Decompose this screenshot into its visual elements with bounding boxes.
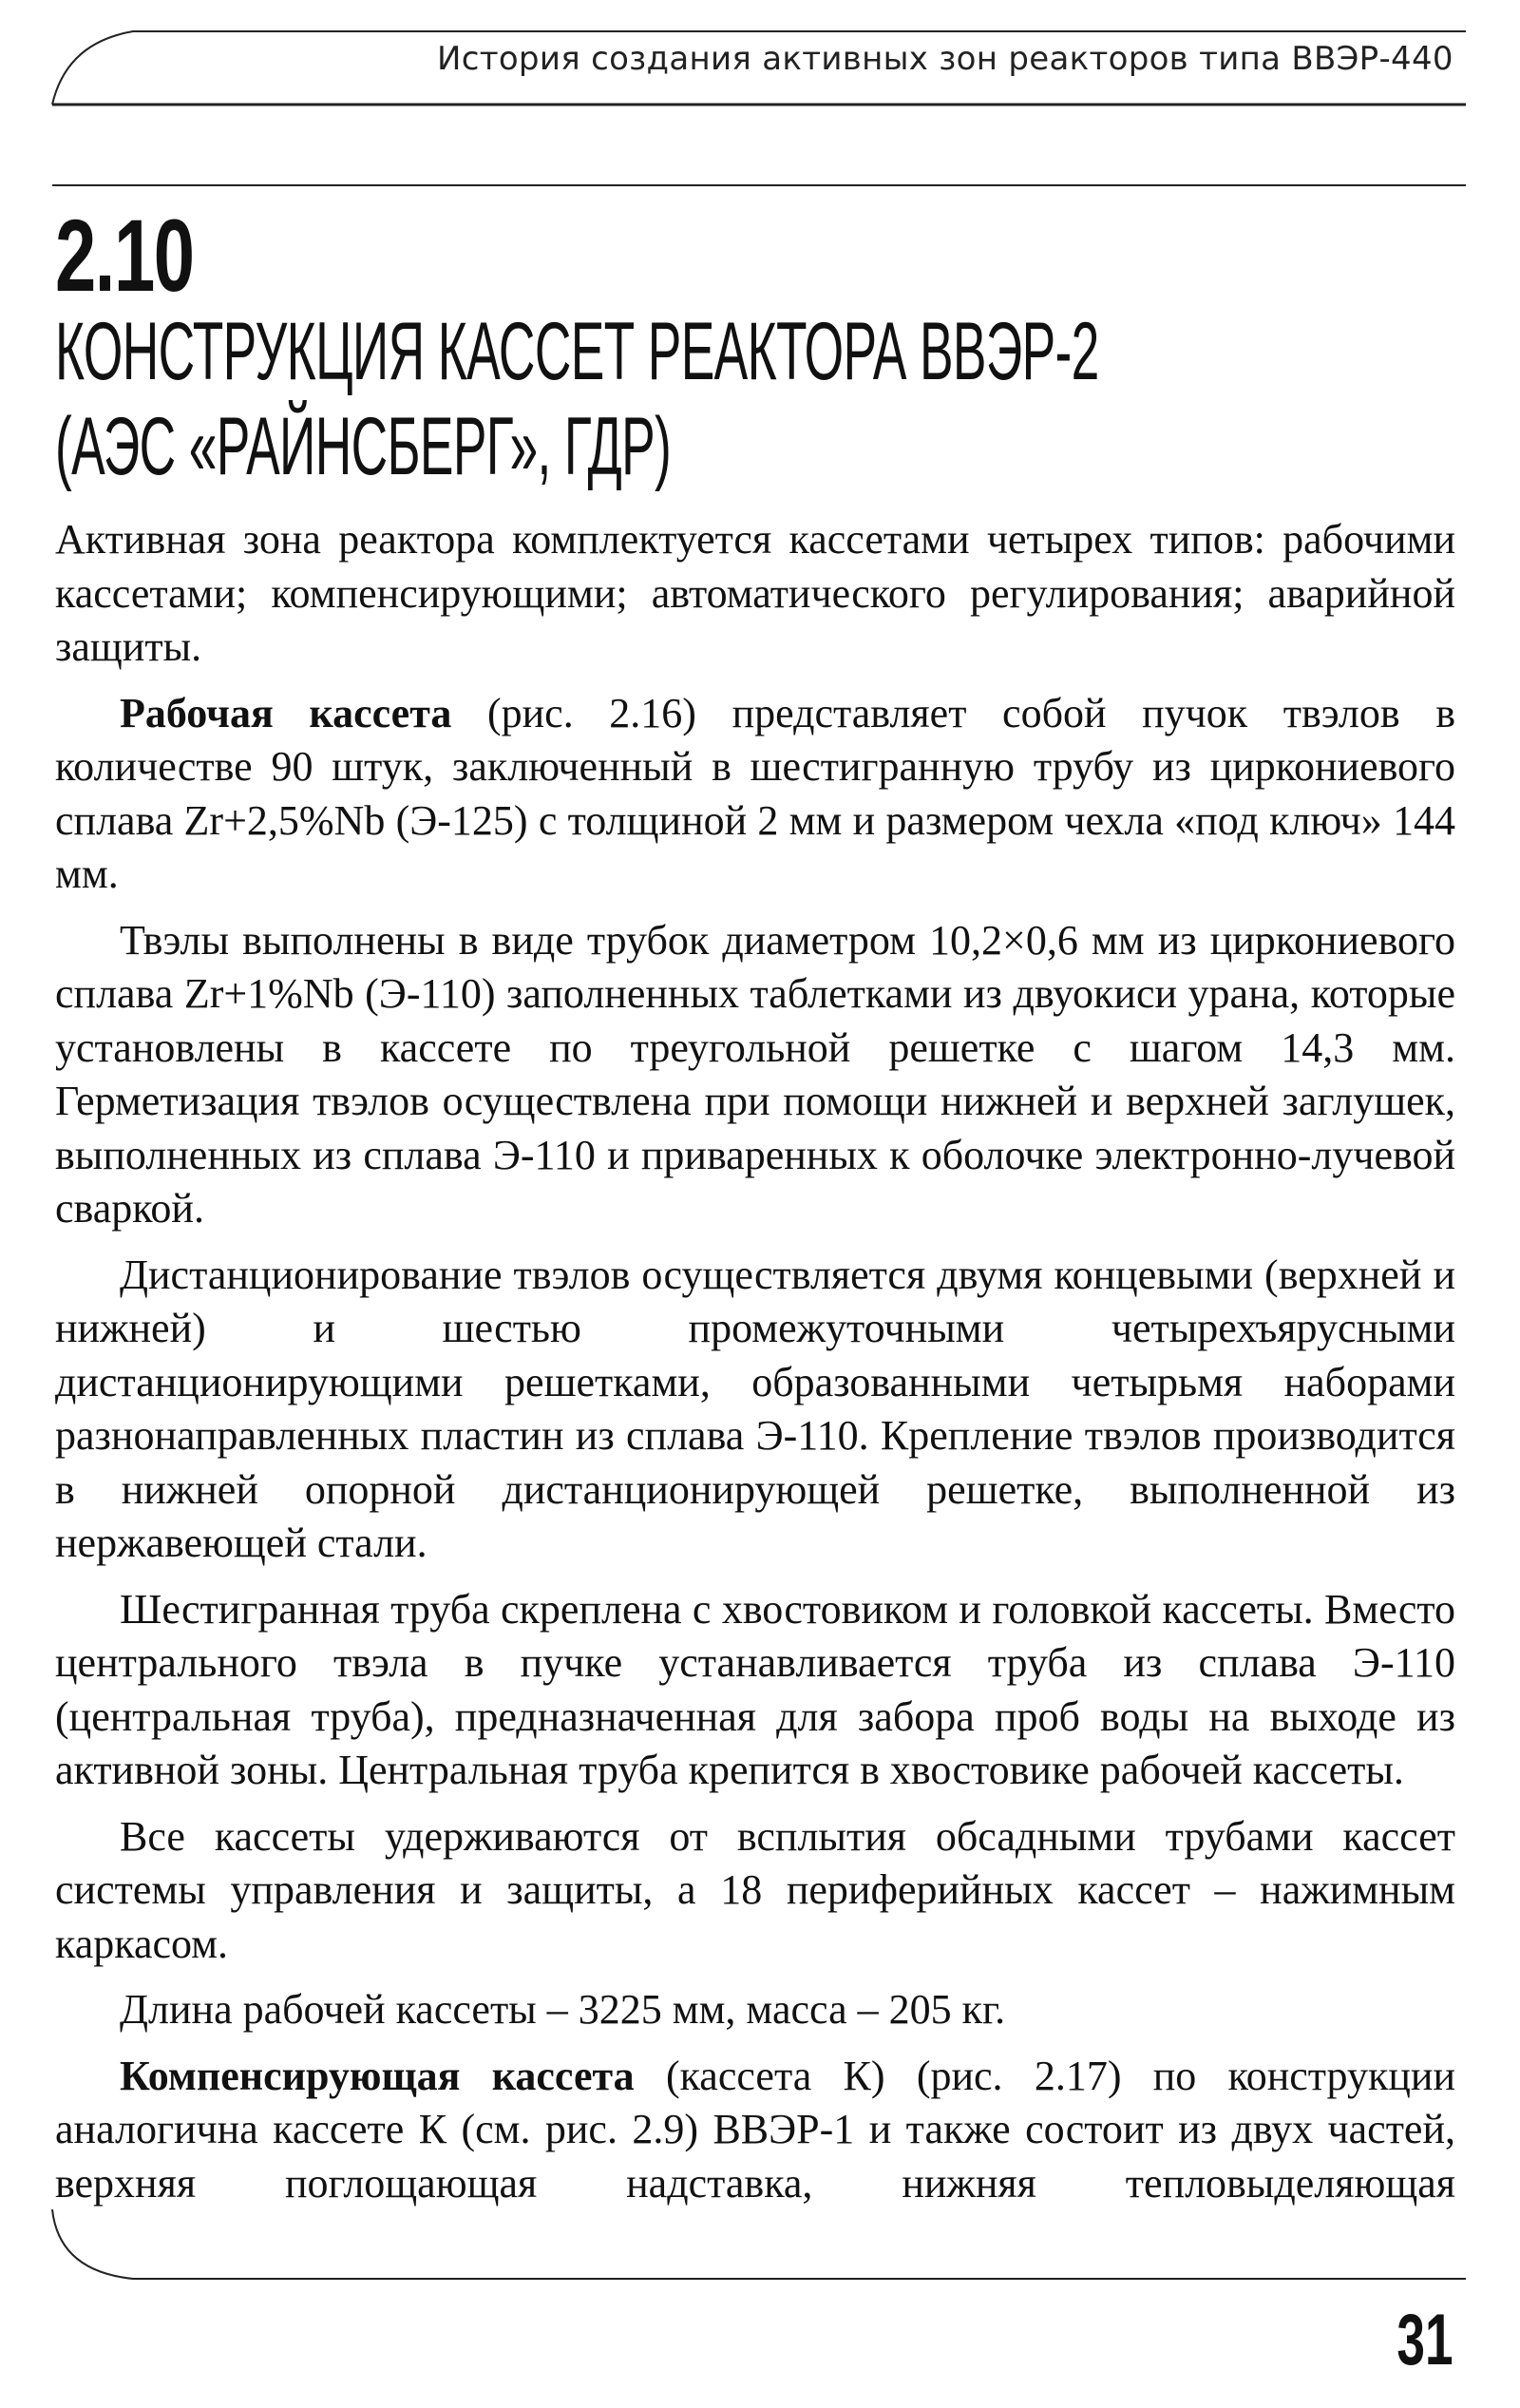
- paragraph-retention: Все кассеты удерживаются от всплытия обсадными трубами кассет системы управления и защиты, а 18 периферийных кассет – нажимным каркасом.: [55, 1812, 1455, 1967]
- paragraph-working-cassette: [55, 687, 1455, 902]
- paragraph-fuel-rods: Твэлы выполнены в виде трубок диаметром 10,2×0,6 мм из циркониевого сплава Zr+1%Nb (Э-110) заполненных таблетками из двуокиси урана, которые установлены в кассете по треугольной решетке с шагом 14,3 мм. Герметизация твэлов осуществлена при помощи нижней и верхней заглушек, выполненных из сплава Э-110 и приваренных к оболочке электронно-лучевой сваркой.: [55, 916, 1455, 1232]
- paragraph-spacing: Дистанционирование твэлов осуществляется двумя концевыми (верхней и нижней) и шестью промежуточными четырехъярусными дистанционирующими решетками, образованными четырьмя наборами разнонаправленных пластин из сплава Э-110. Крепление твэлов производится в нижней опорной дистанционирующей решетке, выполненной из нержавеющей стали.: [55, 1251, 1455, 1566]
- section-title-line-2: (АЭС «РАЙНСБЕРГ», ГДР): [55, 401, 672, 492]
- term-compensating-cassette: Компенсирующая кассета: [120, 2052, 635, 2099]
- paragraph-compensating-cassette: [55, 2050, 1455, 2211]
- section-title: [55, 304, 1099, 494]
- paragraph-working-cassette-text: (рис. 2.16) представляет собой пучок твэлов в количестве 90 штук, заключенный в шестигранную трубу из циркониевого сплава Zr+2,5%Nb (Э-125) с толщиной 2 мм и размером чехла «под ключ» 144 мм.: [55, 689, 1455, 897]
- page-number: 31: [1396, 2300, 1454, 2380]
- section-title-line-1: КОНСТРУКЦИЯ КАССЕТ РЕАКТОРА ВВЭР-2: [55, 306, 1099, 397]
- paragraph-hex-tube: Шестигранная труба скреплена с хвостовиком и головкой кассеты. Вместо центрального твэла в пучке устанавливается труба из сплава Э-110 (центральная труба), предназначенная для забора проб воды на выходе из активной зоны. Центральная труба крепится в хвостовике рабочей кассеты.: [55, 1585, 1455, 1793]
- running-header: История создания активных зон реакторов типа ВВЭР-440: [437, 40, 1454, 78]
- term-working-cassette: Рабочая кассета: [120, 689, 452, 736]
- paragraph-length-mass: Длина рабочей кассеты – 3225 мм, масса – 205 кг.: [120, 1986, 1006, 2033]
- section-number: 2.10: [55, 198, 194, 313]
- body-text: [55, 513, 1455, 2223]
- paragraph-intro: Активная зона реактора комплектуется кассетами четырех типов: рабочими кассетами; компенсирующими; автоматического регулирования; аварийной защиты.: [55, 516, 1455, 670]
- paragraph-compensating-cassette-text: (кассета К) (рис. 2.17) по конструкции аналогична кассете К (см. рис. 2.9) ВВЭР-1 и также состоит из двух частей, верхняя поглощающая надставка, нижняя тепловыделяющая: [55, 2052, 1455, 2207]
